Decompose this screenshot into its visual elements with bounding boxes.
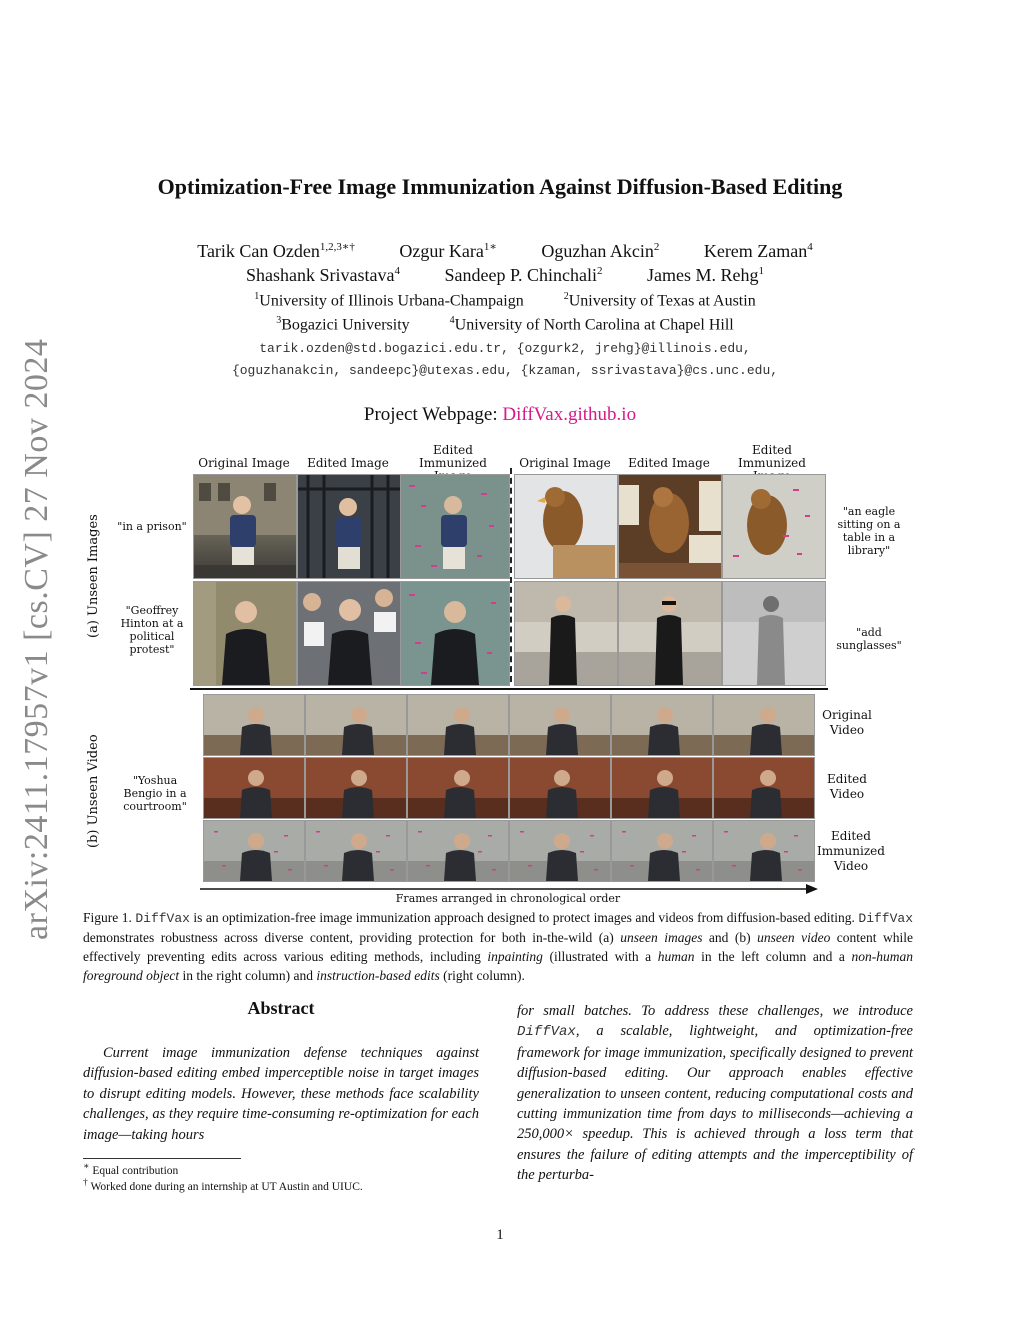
image-original-hinton bbox=[193, 581, 297, 686]
abstract-right-column: for small batches. To address these challenges, we introduce DiffVax, a scalable, lightweight, and optimization-free framework for image immunization, specifically designed to prevent diffusion-based editing. Our approach enables effective generalization to unseen content, reducing computational costs and cutting immunization time from days to milliseconds—achieving a 250,000× speedup. This is achieved through a loss term that ensures the failure of editing attempts and the imperceptibility of the perturba- bbox=[517, 1003, 913, 1184]
arxiv-stamp: arXiv:2411.17957v1 [cs.CV] 27 Nov 2024 bbox=[18, 338, 55, 940]
video-frame-edited bbox=[305, 757, 407, 819]
label-edited-video: Edited Video bbox=[827, 772, 867, 801]
affiliations-line-1: $^1$University of Illinois Urbana-Champaign $^2$University of Texas at Austin bbox=[254, 291, 756, 310]
prompt-hinton: "Geoffrey Hinton at a political protest" bbox=[120, 604, 184, 656]
authors-line-2 bbox=[90, 265, 920, 286]
prompt-eagle: "an eagle sitting on a table in a library" bbox=[837, 505, 901, 557]
prompt-sunglasses: "add sunglasses" bbox=[836, 626, 902, 652]
paper-title: Optimization-Free Image Immunization Against Diffusion-Based Editing bbox=[157, 174, 843, 199]
author: Sandeep P. Chinchali$^2$ bbox=[444, 265, 603, 285]
video-frame-immunized bbox=[611, 820, 713, 882]
video-frame-original bbox=[203, 694, 305, 756]
prompt-bengio: "Yoshua Bengio in a courtroom" bbox=[123, 774, 187, 813]
video-frame-original bbox=[713, 694, 815, 756]
image-original-woman bbox=[514, 581, 618, 686]
video-frame-edited bbox=[509, 757, 611, 819]
abstract-left-column: Current image immunization defense techniques against diffusion-based editing embed imperceptible noise in target images to disrupt editing models. However, these methods face scalability challenges, as they require time-consuming re-optimization for each image—taking hours bbox=[83, 1045, 479, 1143]
image-edited-hinton-protest bbox=[297, 581, 401, 686]
email-line-1: tarik.ozden@std.bogazici.edu.tr, {ozgurk2, jrehg}@illinois.edu, bbox=[259, 341, 751, 356]
video-frame-edited bbox=[611, 757, 713, 819]
label-immunized-video: Edited Immunized Video bbox=[817, 829, 885, 873]
figure-column-divider bbox=[510, 468, 512, 682]
image-edited-eagle bbox=[618, 474, 722, 579]
affiliations-line-2: $^3$Bogazici University $^4$University of North Carolina at Chapel Hill bbox=[276, 315, 734, 334]
image-immunized-person bbox=[400, 474, 510, 579]
video-frame-original bbox=[407, 694, 509, 756]
project-webpage: Project Webpage: DiffVax.github.io bbox=[363, 404, 637, 425]
figure-caption: Figure 1. DiffVax is an optimization-free image immunization approach designed to protect images and videos from diffusion-based editing. DiffVax demonstrates robustness across diverse content, providing protection for both in-the-wild (a) unseen images and (b) unseen video content while effectively preventing edits across various editing methods, including inpainting (illustrated with a human in the left column and a non-human foreground object in the right column) and instruction-based edits (right column). bbox=[83, 910, 914, 983]
authors-line-1 bbox=[90, 240, 920, 262]
image-edited-person-prison bbox=[297, 474, 401, 579]
col-header: Edited Image bbox=[628, 456, 710, 470]
video-frame-immunized bbox=[203, 820, 305, 882]
col-header: Edited Immunized bbox=[738, 443, 806, 470]
col-header: Edited Immunized bbox=[419, 443, 487, 470]
author: Tarik Can Ozden$^{1,2,3∗\dagger}$ bbox=[197, 241, 355, 261]
label-original-video: Original Video bbox=[822, 708, 872, 737]
author: Shashank Srivastava$^4$ bbox=[246, 265, 400, 285]
image-immunized-eagle bbox=[722, 474, 826, 579]
video-frame-immunized bbox=[407, 820, 509, 882]
image-original-person bbox=[193, 474, 297, 579]
col-header: Original Image bbox=[519, 456, 611, 470]
abstract-heading: Abstract bbox=[247, 998, 315, 1018]
prompt-prison: "in a prison" bbox=[117, 520, 187, 533]
author: Oguzhan Akcin$^2$ bbox=[541, 241, 660, 261]
author: Ozgur Kara$^{1∗}$ bbox=[399, 241, 497, 261]
video-frame-immunized bbox=[713, 820, 815, 882]
email-line-2: {oguzhanakcin, sandeepc}@utexas.edu, {kzaman, ssrivastava}@cs.unc.edu, bbox=[231, 363, 779, 378]
image-immunized-hinton bbox=[400, 581, 510, 686]
video-frame-immunized bbox=[305, 820, 407, 882]
video-frame-edited bbox=[203, 757, 305, 819]
section-a-label: (a) Unseen Images bbox=[86, 514, 101, 638]
video-frame-original bbox=[305, 694, 407, 756]
page-number: 1 bbox=[496, 1227, 504, 1243]
video-frame-edited bbox=[407, 757, 509, 819]
col-header: Edited Image bbox=[307, 456, 389, 470]
section-b-label: (b) Unseen Video bbox=[86, 734, 101, 848]
col-header: Original Image bbox=[198, 456, 290, 470]
image-original-eagle bbox=[514, 474, 618, 579]
frames-axis-label: Frames arranged in chronological order bbox=[395, 892, 621, 905]
footnote-rule bbox=[83, 1158, 241, 1159]
author: James M. Rehg$^1$ bbox=[646, 265, 764, 285]
image-immunized-woman bbox=[722, 581, 826, 686]
figure-section-divider bbox=[190, 688, 828, 690]
footnote-equal-contribution: ∗ Equal contribution bbox=[83, 1161, 179, 1177]
image-edited-woman-sunglasses bbox=[618, 581, 722, 686]
webpage-link[interactable]: DiffVax.github.io bbox=[502, 404, 637, 425]
footnote-internship: † Worked done during an internship at UT Austin and UIUC. bbox=[83, 1177, 363, 1193]
video-frame-immunized bbox=[509, 820, 611, 882]
video-frame-edited bbox=[713, 757, 815, 819]
video-frame-original bbox=[611, 694, 713, 756]
author: Kerem Zaman$^4$ bbox=[703, 241, 813, 261]
video-frame-original bbox=[509, 694, 611, 756]
